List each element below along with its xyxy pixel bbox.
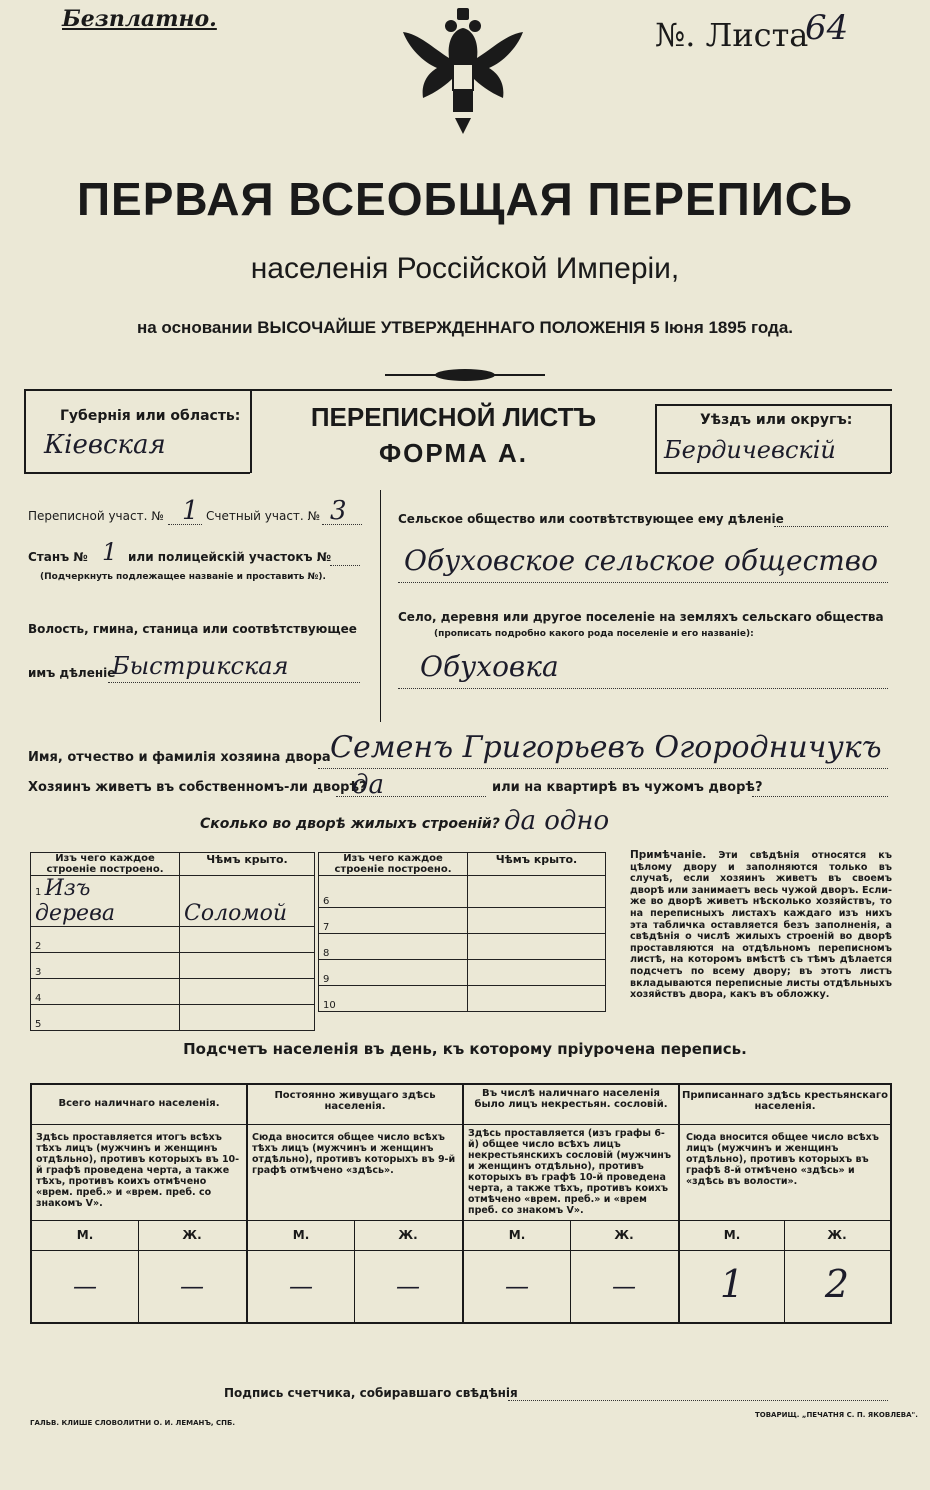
signature-label: Подпись счетчика, собиравшаго свѣдѣнія: [224, 1386, 518, 1400]
footer-left: ГАЛЬВ. КЛИШЕ СЛОВОЛИТНИ О. И. ЛЕМАНЪ, СПБ.: [30, 1419, 236, 1427]
census-basis: на основании ВЫСОЧАЙШЕ УТВЕРЖДЕННАГО ПОЛОЖЕНІЯ 5 Іюня 1895 года.: [136, 318, 793, 337]
free-label: Безплатно.: [62, 6, 217, 32]
gubernia-value: Кіевская: [44, 430, 166, 460]
village-value: Обуховка: [420, 650, 559, 683]
uezd-value: Бердичевскій: [664, 436, 836, 464]
summary-col-desc: Здѣсь проставляется (изъ графы 6-й) общее число всѣхъ лицъ некрестьянскихъ сословій (мужчинъ и женщинъ отдѣльно), противъ которыхъ въ графѣ 10-й проведена черта, а также тѣхъ, противъ коихъ отмѣчено «врем. преб.» и «врем преб. со знакомъ V».: [468, 1128, 671, 1216]
table-row: [319, 908, 606, 934]
census-area-row: [28, 509, 164, 523]
volost-value: Быстрикская: [112, 652, 289, 680]
stan-note: (Подчеркнуть подлежащее названіе и проставить №).: [40, 572, 326, 582]
count-area-label: Счетный участ. №: [206, 509, 321, 523]
table-row: [31, 876, 315, 927]
m-value: —: [505, 1272, 529, 1300]
table-row: [31, 1005, 315, 1031]
m-value: —: [289, 1272, 313, 1300]
row-number: 8: [319, 934, 468, 960]
police-label: или полицейскій участокъ №: [128, 550, 332, 564]
m-value: 1: [719, 1262, 745, 1306]
stan-value: 1: [102, 538, 118, 566]
volost-label-2: имъ дѣленіе: [28, 666, 116, 680]
row-number: 7: [319, 908, 468, 934]
f-label: Ж.: [827, 1228, 847, 1242]
footer-right: ТОВАРИЩ. „ПЕЧАТНЯ С. П. ЯКОВЛЕВА".: [755, 1411, 918, 1419]
sheet-number-label: №. Листа: [655, 16, 809, 54]
f-value: 2: [824, 1262, 850, 1306]
summary-title: Подсчетъ населенія въ день, къ которому пріурочена перепись.: [183, 1040, 747, 1058]
m-value: —: [73, 1272, 97, 1300]
summary-col-head: Приписаннаго здѣсь крестьянскаго населенія.: [682, 1090, 888, 1112]
m-label: М.: [723, 1228, 741, 1242]
col-roof-header: Чѣмъ крыто.: [180, 853, 315, 876]
table-row: [319, 934, 606, 960]
note-block: [630, 850, 892, 1001]
census-title: ПЕРВАЯ ВСЕОБЩАЯ ПЕРЕПИСЬ: [76, 173, 854, 225]
gubernia-label: Губернія или область:: [60, 408, 241, 424]
roof-value: Соломой: [184, 901, 287, 926]
village-label: Село, деревня или другое поселеніе на земляхъ сельскаго общества: [398, 610, 884, 624]
row-number: 1: [35, 887, 42, 898]
table-row: [319, 876, 606, 908]
note-text: Эти свѣдѣнія относятся къ цѣлому двору и заполняются только въ случаѣ, если хозяинъ живетъ въ своемъ дворѣ или занимаетъ весь чужой дворъ. Если-же во дворѣ живетъ нѣсколько хозяйствъ, то на переписныхъ листахъ каждаго изъ нихъ эта табличка оставляется безъ заполненія, а свѣдѣнія о числѣ жилыхъ строеній во дворѣ проставляются на отдѣльномъ переписномъ листѣ, на которомъ вмѣстѣ съ тѣмъ дѣлается подсчетъ по всему двору; въ этотъ листъ вкладываются переписные листы отдѣльныхъ хозяйствъ двора, какъ въ обложку.: [630, 850, 892, 1001]
col-roof-header: Чѣмъ крыто.: [468, 853, 606, 876]
owner-name-label: Имя, отчество и фамилія хозяина двора: [28, 750, 331, 765]
row-number: 9: [319, 960, 468, 986]
table-row: [31, 953, 315, 979]
f-value: —: [180, 1272, 204, 1300]
summary-col-desc: Здѣсь проставляется итогъ всѣхъ тѣхъ лицъ (мужчинъ и женщинъ отдѣльно), противъ которыхъ въ 10-й графѣ проведена черта, а также тѣхъ, противъ коихъ отмѣчено «врем. преб.» и «врем. преб. со знакомъ V».: [36, 1132, 240, 1209]
summary-col-desc: Сюда вносится общее число всѣхъ тѣхъ лицъ (мужчинъ и женщинъ отдѣльно), противъ которыхъ въ 9-й графѣ отмѣчено «здѣсь».: [252, 1132, 456, 1176]
sheet-number-value: 64: [805, 8, 849, 48]
f-value: —: [612, 1272, 636, 1300]
row-number: 6: [319, 876, 468, 908]
table-row: [31, 927, 315, 953]
buildings-value: да одно: [504, 806, 610, 836]
row-number: 3: [31, 953, 180, 979]
rent-label: или на квартирѣ въ чужомъ дворѣ?: [492, 780, 763, 795]
uezd-label: Уѣздъ или округъ:: [700, 412, 853, 428]
society-label: Сельское общество или соотвѣтствующее ему дѣленіе: [398, 512, 784, 526]
stan-label: Станъ №: [28, 550, 88, 564]
row-number: 4: [31, 979, 180, 1005]
summary-col-head: Въ числѣ наличнаго населенія было лицъ некрестьян. сословій.: [474, 1088, 668, 1110]
summary-col-head: Постоянно живущаго здѣсь населенія.: [274, 1090, 436, 1112]
col-material-header: Изъ чего каждое строеніе построено.: [319, 853, 468, 876]
table-row: [319, 986, 606, 1012]
own-yard-value: да: [352, 770, 384, 800]
material-value: Изъ дерева: [35, 876, 115, 926]
f-label: Ж.: [182, 1228, 202, 1242]
table-row: [319, 960, 606, 986]
census-area-label: Переписной участ. №: [28, 509, 164, 523]
m-label: М.: [292, 1228, 310, 1242]
summary-col-desc: Сюда вносится общее число всѣхъ лицъ (мужчинъ и женщинъ отдѣльно), противъ которыхъ въ графѣ 8-й отмѣчено «здѣсь» и «здѣсь въ волости».: [686, 1132, 879, 1187]
village-note: (прописать подробно какого рода поселеніе и его названіе):: [434, 629, 754, 639]
buildings-table-left: [30, 852, 315, 1031]
census-area-value: 1: [182, 496, 199, 526]
form-title: ФОРМА А.: [378, 438, 529, 468]
col-material-header: Изъ чего каждое строеніе построено.: [31, 853, 180, 876]
summary-col-head: Всего наличнаго населенія.: [58, 1098, 220, 1109]
ornament-divider: [385, 367, 545, 383]
society-value: Обуховское сельское общество: [404, 544, 878, 577]
count-area-value: 3: [330, 496, 347, 526]
row-number: 5: [31, 1005, 180, 1031]
owner-name-value: Семенъ Григорьевъ Огородничукъ: [330, 730, 882, 765]
m-label: М.: [76, 1228, 94, 1242]
f-value: —: [396, 1272, 420, 1300]
f-label: Ж.: [398, 1228, 418, 1242]
census-subtitle: населенія Россійской Имперіи,: [250, 252, 680, 285]
double-headed-eagle-icon: [383, 8, 543, 136]
row-number: 10: [319, 986, 468, 1012]
volost-label: Волость, гмина, станица или соотвѣтствующее: [28, 622, 357, 636]
buildings-table-right: [318, 852, 606, 1012]
table-row: [31, 979, 315, 1005]
own-yard-label: Хозяинъ живетъ въ собственномъ-ли дворѣ?: [28, 780, 367, 795]
row-number: 2: [31, 927, 180, 953]
f-label: Ж.: [614, 1228, 634, 1242]
sheet-title: ПЕРЕПИСНОЙ ЛИСТЪ: [310, 402, 597, 432]
m-label: М.: [508, 1228, 526, 1242]
buildings-label: Сколько во дворѣ жилыхъ строеній?: [200, 816, 500, 832]
note-title: Примѣчаніе.: [630, 849, 707, 861]
